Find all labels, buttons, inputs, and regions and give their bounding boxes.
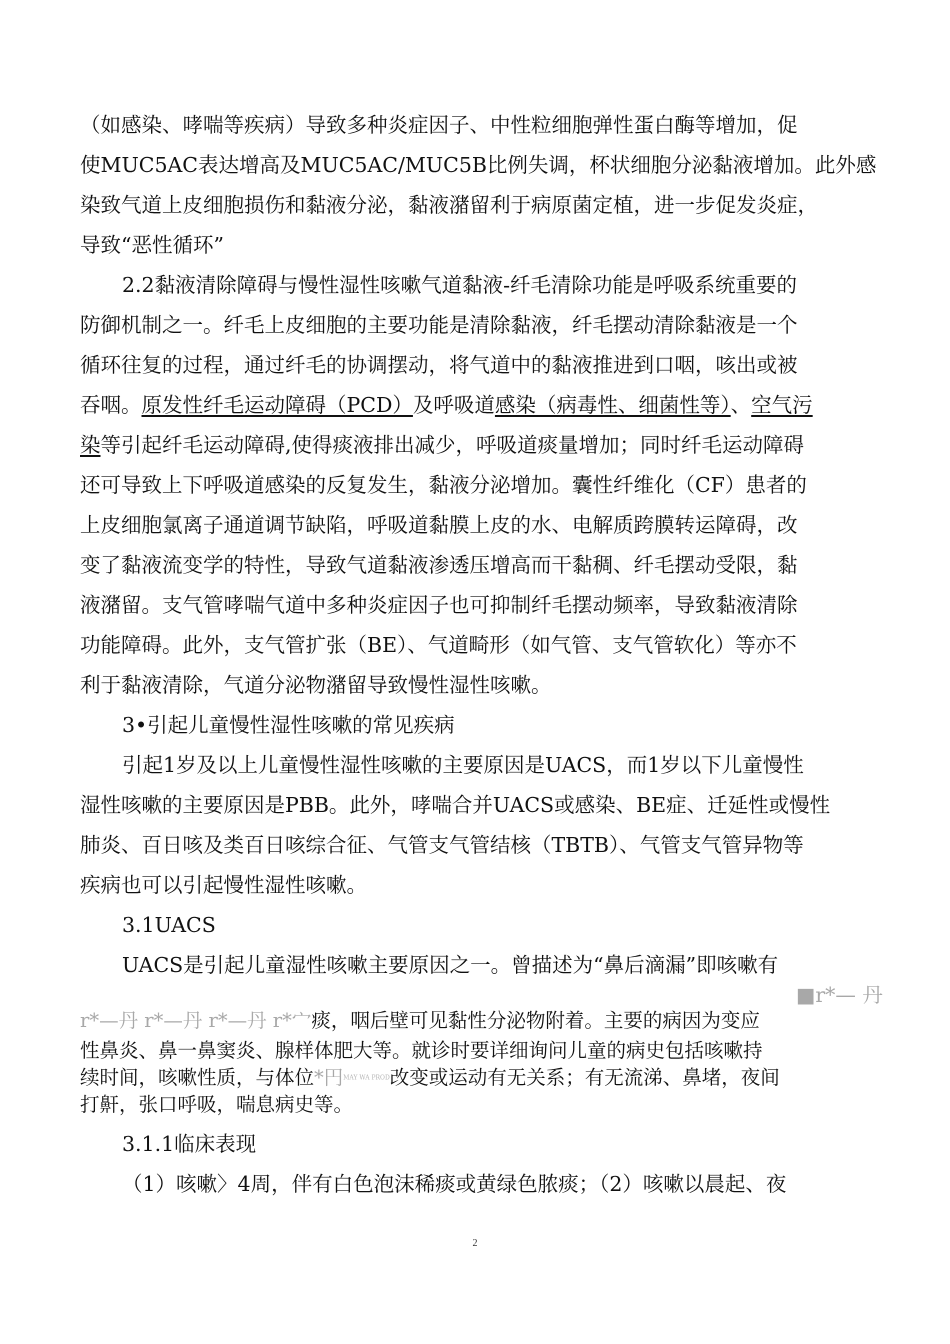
page-number: 2 [472, 1238, 478, 1249]
text-span: 等引起纤毛运动障碍,使得痰液排出减少，呼吸道痰量增加；同时纤毛运动障碍 [100, 433, 805, 457]
text-line: 上皮细胞氯离子通道调节缺陷，呼吸道黏膜上皮的水、电解质跨膜转运障碍，改 [80, 513, 798, 537]
text-line: （1）咳嗽〉4周，伴有白色泡沫稀痰或黄绿色脓痰；（2）咳嗽以晨起、夜 [122, 1172, 787, 1196]
scan-artifact: r*—丹 r*—丹 r*—丹 r*宀 [80, 1009, 312, 1032]
section-3-1-heading: 3.1UACS [122, 913, 216, 937]
text-line [80, 393, 813, 417]
text-span: 及呼吸道 [412, 393, 495, 417]
link-infection[interactable]: 感染（病毒性、细菌性等） [494, 393, 731, 417]
section-2-2-line: 2.2黏液清除障碍与慢性湿性咳嗽气道黏液-纤毛清除功能是呼吸系统重要的 [122, 273, 798, 297]
section-3-1-1-heading: 3.1.1临床表现 [122, 1132, 257, 1156]
link-air-pollution[interactable]: 空气污 [751, 393, 813, 417]
text-line: UACS是引起儿童湿性咳嗽主要原因之一。曾描述为“鼻后滴漏”即咳嗽有 [122, 953, 779, 977]
text-line: 打鼾，张口呼吸，喘息病史等。 [80, 1093, 354, 1116]
text-line: 湿性咳嗽的主要原因是PBB。此外，哮喘合并UACS或感染、BE症、迁延性或慢性 [80, 793, 831, 817]
text-line: 导致“恶性循环” [80, 233, 224, 257]
text-span: 痰，咽后壁可见黏性分泌物附着。主要的病因为变应 [311, 1009, 760, 1032]
text-span: 改变或运动有无关系；有无流涕、鼻堵，夜间 [389, 1066, 780, 1089]
text-span: 续时间，咳嗽性质，与体位 [80, 1066, 315, 1089]
text-line: 变了黏液流变学的特性，导致气道黏液渗透压增高而干黏稠、纤毛摆动受限，黏 [80, 553, 798, 577]
text-line [80, 1066, 780, 1091]
text-line: 疾病也可以引起慢性湿性咳嗽。 [80, 873, 367, 897]
text-line: 利于黏液清除，气道分泌物潴留导致慢性湿性咳嗽。 [80, 673, 552, 697]
scan-artifact: ■r*— 丹 [796, 983, 883, 1007]
text-line: 液潴留。支气管哮喘气道中多种炎症因子也可抑制纤毛摆动频率，导致黏液清除 [80, 593, 798, 617]
text-line: 功能障碍。此外，支气管扩张（BE）、气道畸形（如气管、支气管软化）等亦不 [80, 633, 797, 657]
text-line: 循环往复的过程，通过纤毛的协调摆动，将气道中的黏液推进到口咽，咳出或被 [80, 353, 798, 377]
text-line: 防御机制之一。纤毛上皮细胞的主要功能是清除黏液，纤毛摆动清除黏液是一个 [80, 313, 798, 337]
link-pcd[interactable]: 原发性纤毛运动障碍（PCD） [141, 393, 413, 417]
text-line [80, 1009, 760, 1033]
link-air-pollution-cont[interactable]: 染 [80, 433, 101, 457]
text-line: （如感染、哮喘等疾病）导致多种炎症因子、中性粒细胞弹性蛋白酶等增加，促 [80, 113, 798, 137]
text-line: 使MUC5AC表达增高及MUC5AC/MUC5B比例失调，杯状细胞分泌黏液增加。此外感 [80, 153, 877, 177]
text-line: 性鼻炎、鼻一鼻窦炎、腺样体肥大等。就诊时要详细询问儿童的病史包括咳嗽持 [80, 1039, 763, 1062]
text-line [80, 433, 804, 457]
text-line: 引起1岁及以上儿童慢性湿性咳嗽的主要原因是UACS，而1岁以下儿童慢性 [122, 753, 804, 777]
scan-artifact: *円 [314, 1066, 344, 1089]
text-line: 肺炎、百日咳及类百日咳综合征、气管支气管结核（TBTB）、气管支气管异物等 [80, 833, 804, 857]
text-line: 染致气道上皮细胞损伤和黏液分泌，黏液潴留利于病原菌定植，进一步促发炎症， [80, 193, 818, 217]
scan-artifact-small: MAY WA PROD [343, 1074, 390, 1082]
text-span: 、 [730, 393, 752, 417]
section-3-heading: 3•引起儿童慢性湿性咳嗽的常见疾病 [122, 713, 455, 737]
text-line: 还可导致上下呼吸道感染的反复发生，黏液分泌增加。囊性纤维化（CF）患者的 [80, 473, 807, 497]
text-span: 吞咽。 [80, 393, 142, 417]
